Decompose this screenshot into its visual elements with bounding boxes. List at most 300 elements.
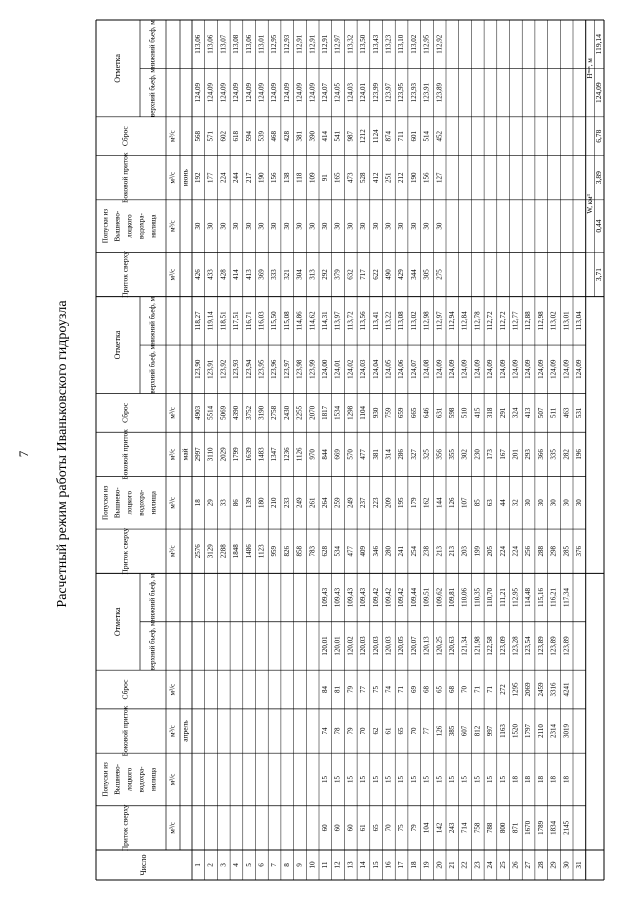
data-cell: 224 [511, 545, 520, 557]
data-cell: 987 [346, 130, 355, 142]
data-cell: 18 [511, 775, 520, 783]
data-cell: 180 [257, 497, 266, 509]
data-cell: 1797 [524, 724, 533, 739]
day-number: 12 [333, 861, 342, 869]
data-cell: 233 [282, 497, 291, 509]
data-cell: 409 [359, 545, 368, 557]
day-number: 17 [397, 861, 406, 869]
data-cell: 1670 [524, 820, 533, 835]
header-discharge: Сброс [120, 126, 130, 147]
data-cell: 1799 [232, 447, 241, 462]
data-cell: 71 [397, 686, 406, 694]
data-cell: 844 [320, 449, 329, 460]
day-number: 25 [498, 861, 507, 869]
data-cell: 124,09 [498, 359, 507, 379]
data-cell: 201 [511, 449, 520, 460]
data-cell: 800 [498, 822, 507, 834]
data-cell: 264 [320, 497, 329, 509]
data-cell: 112,88 [524, 311, 533, 331]
data-cell: 30 [536, 499, 545, 507]
data-cell: 5069 [219, 405, 228, 420]
data-cell: 3129 [206, 544, 215, 559]
data-cell: 1483 [257, 447, 266, 462]
data-cell: 30 [359, 222, 368, 230]
data-cell: 124,04 [371, 359, 380, 379]
day-number: 14 [359, 861, 368, 869]
header-level: Отметка [112, 607, 122, 637]
data-cell: 507 [536, 407, 545, 419]
data-cell: 109,81 [447, 587, 456, 608]
data-cell: 120,03 [359, 636, 368, 656]
data-cell: 1639 [244, 447, 253, 462]
data-cell: 714 [460, 822, 469, 834]
data-cell: 243 [447, 822, 456, 834]
day-number: 23 [473, 861, 482, 869]
data-cell: 1236 [282, 447, 291, 462]
data-cell: 112,97 [333, 34, 342, 54]
data-cell: 291 [498, 407, 507, 419]
data-cell: 15 [333, 775, 342, 783]
data-cell: 110,70 [486, 588, 495, 608]
data-cell: 335 [549, 449, 558, 460]
data-cell: 113,43 [371, 34, 380, 54]
data-cell: 124,09 [270, 83, 279, 103]
data-cell: 30 [320, 222, 329, 230]
day-number: 8 [282, 863, 291, 867]
data-cell: 123,89 [536, 636, 545, 656]
data-cell: 213 [447, 545, 456, 557]
data-cell: 124,09 [206, 83, 215, 103]
data-cell: 156 [422, 172, 431, 183]
data-cell: 826 [282, 545, 291, 557]
data-cell: 119,14 [206, 311, 215, 331]
data-cell: 79 [409, 824, 418, 832]
data-cell: 124,09 [295, 83, 304, 103]
data-cell: 711 [397, 131, 406, 142]
data-cell: 2459 [536, 682, 545, 697]
data-cell: 304 [295, 269, 304, 280]
data-cell: 366 [536, 449, 545, 460]
data-cell: 414 [320, 130, 329, 142]
data-cell: 91 [320, 174, 329, 182]
data-cell: 126 [435, 725, 444, 737]
data-cell: 385 [447, 725, 456, 737]
data-cell: 33 [219, 499, 228, 507]
data-cell: 2255 [295, 405, 304, 420]
data-cell: 1104 [359, 405, 368, 420]
data-cell: 114,31 [320, 311, 329, 331]
data-cell: 490 [384, 269, 393, 280]
data-cell: 144 [435, 497, 444, 509]
data-cell: 112,98 [536, 311, 545, 331]
data-cell: 71 [486, 686, 495, 694]
data-cell: 123,97 [384, 83, 393, 103]
data-cell: 70 [460, 686, 469, 694]
data-cell: 61 [384, 727, 393, 735]
data-cell: 318 [486, 407, 495, 419]
data-cell: 18 [536, 775, 545, 783]
header-level: Отметка [112, 330, 122, 360]
data-cell: 124,01 [359, 83, 368, 103]
data-cell: 414 [232, 269, 241, 280]
summary-value: 3,89 [593, 171, 603, 185]
data-cell: 112,93 [282, 34, 291, 54]
data-cell: 114,86 [295, 311, 304, 331]
data-cell: 286 [397, 449, 406, 460]
summary-value: 124,09 [593, 82, 603, 103]
data-cell: 124,08 [422, 359, 431, 379]
data-cell: 77 [359, 686, 368, 694]
data-cell: 261 [308, 497, 317, 509]
data-cell: 120,03 [371, 636, 380, 656]
data-cell: 112,77 [511, 311, 520, 331]
data-cell: 142 [435, 822, 444, 834]
data-cell: 871 [511, 822, 520, 834]
data-cell: 62 [371, 727, 380, 735]
data-cell: 104 [422, 822, 431, 834]
data-cell: 282 [562, 449, 571, 460]
data-cell: 2145 [562, 820, 571, 835]
data-cell: 124,09 [473, 359, 482, 379]
data-cell: 120,01 [320, 636, 329, 656]
data-cell: 116,21 [549, 588, 558, 608]
data-cell: 109,43 [359, 587, 368, 608]
data-cell: 230 [473, 449, 482, 460]
data-cell: 123,92 [219, 359, 228, 379]
data-cell: 109,44 [409, 587, 418, 608]
data-cell: 113,32 [346, 34, 355, 54]
data-cell: 15 [320, 775, 329, 783]
day-number: 15 [371, 861, 380, 869]
data-cell: 259 [333, 497, 342, 509]
unit-label: м³/с [168, 220, 177, 232]
data-cell: 631 [435, 407, 444, 419]
data-cell: 190 [257, 172, 266, 183]
day-number: 1 [194, 863, 203, 867]
data-cell: 413 [244, 269, 253, 280]
data-cell: 113,22 [384, 311, 393, 331]
header-level: Отметка [112, 54, 122, 83]
data-cell: 124,07 [409, 359, 418, 379]
day-number: 29 [549, 861, 558, 869]
header-intake: водохра- [137, 213, 146, 240]
data-cell: 124,03 [359, 359, 368, 379]
data-cell: 120,03 [384, 636, 393, 656]
data-cell: 30 [333, 222, 342, 230]
data-cell: 79 [346, 686, 355, 694]
data-cell: 123,94 [244, 359, 253, 379]
data-cell: 272 [498, 684, 507, 695]
data-cell: 1124 [371, 129, 380, 144]
data-cell: 15 [409, 775, 418, 783]
unit-label: м³/с [168, 683, 177, 696]
data-cell: 210 [270, 497, 279, 509]
data-cell: 433 [206, 269, 215, 280]
data-cell: 109,42 [371, 587, 380, 608]
data-cell: 224 [498, 545, 507, 557]
data-cell: 124,09 [574, 359, 583, 379]
data-cell: 426 [193, 269, 202, 280]
data-cell: 249 [295, 497, 304, 509]
data-cell: 111,21 [498, 588, 507, 607]
data-cell: 120,02 [346, 636, 355, 656]
data-cell: 124,07 [320, 83, 329, 103]
data-cell: 30 [371, 222, 380, 230]
data-cell: 254 [409, 545, 418, 557]
data-cell: 1163 [498, 724, 507, 738]
data-cell: 123,99 [371, 83, 380, 103]
data-cell: 85 [473, 499, 482, 507]
data-cell: 112,95 [511, 588, 520, 608]
data-cell: 4903 [193, 405, 202, 420]
data-cell: 124,09 [549, 359, 558, 379]
data-cell: 3316 [549, 682, 558, 697]
day-number: 26 [511, 861, 520, 869]
data-cell: 115,08 [282, 311, 291, 331]
data-cell: 113,01 [257, 34, 266, 54]
header-intake: Попуски из [101, 485, 110, 520]
data-cell: 3190 [257, 405, 266, 420]
data-cell: 124,09 [193, 83, 202, 103]
data-cell: 109,43 [333, 587, 342, 608]
day-number: 20 [435, 861, 444, 869]
data-cell: 15 [359, 775, 368, 783]
data-cell: 2758 [270, 405, 279, 420]
data-cell: 1298 [346, 405, 355, 420]
data-cell: 717 [359, 269, 368, 280]
data-cell: 30 [193, 222, 202, 230]
data-cell: 477 [359, 449, 368, 460]
data-cell: 2997 [193, 447, 202, 462]
data-cell: 293 [524, 449, 533, 460]
header-inflow: Приток сверху [120, 804, 130, 852]
data-cell: 115,16 [536, 588, 545, 608]
data-cell: 528 [359, 172, 368, 183]
header-inflow: Приток сверху [120, 251, 130, 298]
data-cell: 124,09 [562, 359, 571, 379]
data-cell: 117,34 [562, 588, 571, 608]
data-cell: 124,05 [333, 83, 342, 103]
data-cell: 381 [295, 130, 304, 142]
data-cell: 288 [536, 545, 545, 557]
data-cell: 113,01 [562, 311, 571, 331]
data-cell: 112,98 [422, 311, 431, 331]
data-cell: 109 [308, 172, 317, 183]
data-cell: 5514 [206, 405, 215, 420]
data-cell: 30 [549, 499, 558, 507]
data-cell: 123,95 [397, 83, 406, 103]
header-inflow: Приток сверху [120, 527, 130, 575]
data-cell: 123,89 [562, 636, 571, 656]
data-cell: 60 [346, 824, 355, 832]
data-cell: 124,09 [232, 83, 241, 103]
data-cell: 244 [232, 172, 241, 183]
data-cell: 4241 [562, 682, 571, 697]
data-cell: 190 [409, 172, 418, 183]
data-cell: 1486 [244, 544, 253, 559]
data-cell: 30 [574, 499, 583, 507]
data-cell: 112,91 [308, 34, 317, 54]
data-cell: 571 [206, 130, 215, 142]
data-cell: 858 [295, 545, 304, 557]
day-number: 19 [422, 861, 431, 869]
data-cell: 477 [346, 545, 355, 557]
day-number: 9 [295, 863, 304, 867]
data-cell: 570 [346, 449, 355, 460]
data-cell: 107 [460, 497, 469, 509]
data-cell: 124,09 [219, 83, 228, 103]
data-cell: 113,06 [193, 34, 202, 54]
data-cell: 3752 [244, 405, 253, 420]
data-cell: 413 [524, 407, 533, 419]
data-cell: 123,99 [308, 359, 317, 379]
header-discharge: Сброс [120, 402, 130, 423]
data-cell: 628 [320, 545, 329, 557]
data-cell: 30 [384, 222, 393, 230]
data-cell: 2314 [549, 724, 558, 739]
data-cell: 113,08 [232, 34, 241, 54]
data-cell: 123,97 [282, 359, 291, 379]
data-cell: 113,04 [574, 311, 583, 331]
data-cell: 473 [346, 172, 355, 183]
data-cell: 970 [308, 449, 317, 460]
day-number: 7 [270, 863, 279, 867]
data-cell: 123,93 [232, 359, 241, 379]
day-number: 4 [232, 863, 241, 867]
data-cell: 112,95 [270, 34, 279, 54]
data-cell: 30 [524, 499, 533, 507]
data-cell: 428 [282, 130, 291, 142]
data-cell: 124,01 [333, 359, 342, 379]
data-cell: 15 [473, 775, 482, 783]
data-cell: 162 [422, 497, 431, 509]
day-number: 24 [486, 861, 495, 869]
header-lateral: Боковой приток [120, 429, 130, 480]
data-cell: 60 [333, 824, 342, 832]
data-cell: 1295 [511, 682, 520, 697]
data-cell: 70 [409, 727, 418, 735]
data-cell: 112,72 [486, 311, 495, 331]
data-cell: 15 [460, 775, 469, 783]
summary-value: 6,78 [593, 129, 603, 143]
data-cell: 123,91 [206, 359, 215, 379]
data-cell: 124,09 [257, 83, 266, 103]
data-cell: 428 [219, 269, 228, 280]
data-cell: 376 [574, 545, 583, 557]
data-cell: 30 [397, 222, 406, 230]
data-cell: 249 [346, 497, 355, 509]
data-cell: 32 [511, 499, 520, 507]
data-cell: 79 [346, 727, 355, 735]
data-cell: 120,63 [447, 636, 456, 656]
data-cell: 18 [524, 775, 533, 783]
unit-label: м³/с [168, 130, 177, 142]
data-cell: 15 [346, 775, 355, 783]
data-cell: 124,09 [536, 359, 545, 379]
data-cell: 15 [371, 775, 380, 783]
data-cell: 30 [346, 222, 355, 230]
data-cell: 1126 [295, 447, 304, 462]
data-cell: 118,27 [193, 311, 202, 331]
unit-label: м³/с [168, 407, 177, 419]
day-header: Число [138, 854, 148, 876]
data-cell: 15 [397, 775, 406, 783]
header-lower: нижний бьеф, м [148, 573, 157, 622]
data-cell: 123,90 [193, 359, 202, 379]
data-cell: 123,96 [270, 359, 279, 379]
data-cell: 212 [397, 172, 406, 183]
day-number: 2 [206, 863, 215, 867]
data-cell: 213 [435, 545, 444, 557]
data-cell: 29 [206, 499, 215, 507]
data-cell: 783 [308, 545, 317, 557]
data-cell: 2070 [308, 405, 317, 420]
data-cell: 109,51 [422, 587, 431, 608]
data-cell: 452 [435, 130, 444, 142]
data-cell: 121,34 [460, 636, 469, 656]
data-cell: 113,56 [359, 311, 368, 331]
month-label: июнь [180, 169, 190, 187]
data-cell: 120,07 [409, 636, 418, 656]
data-cell: 112,97 [435, 311, 444, 331]
data-cell: 113,02 [549, 311, 558, 331]
data-cell: 124,09 [308, 83, 317, 103]
header-lateral: Боковой приток [120, 152, 130, 203]
data-cell: 30 [282, 222, 291, 230]
data-cell: 568 [193, 130, 202, 142]
data-cell: 195 [397, 497, 406, 509]
summary-value: 0,44 [593, 219, 603, 233]
data-cell: 124,00 [320, 359, 329, 379]
data-cell: 124,09 [435, 359, 444, 379]
data-cell: 121,98 [473, 636, 482, 656]
data-cell: 607 [460, 725, 469, 737]
data-cell: 118 [295, 172, 304, 183]
data-cell: 390 [308, 130, 317, 142]
data-cell: 109,42 [384, 587, 393, 608]
data-cell: 4390 [232, 405, 241, 420]
data-cell: 77 [422, 727, 431, 735]
data-cell: 646 [422, 407, 431, 419]
data-cell: 531 [574, 407, 583, 419]
data-cell: 1789 [536, 820, 545, 835]
data-cell: 113,07 [219, 34, 228, 54]
data-cell: 120,05 [397, 636, 406, 656]
data-cell: 415 [473, 407, 482, 419]
day-number: 30 [562, 861, 571, 869]
header-discharge: Сброс [120, 679, 130, 700]
data-cell: 539 [257, 130, 266, 142]
data-cell: 344 [409, 269, 418, 280]
data-cell: 285 [562, 545, 571, 557]
data-cell: 601 [409, 130, 418, 142]
data-cell: 113,50 [359, 34, 368, 54]
data-cell: 173 [486, 449, 495, 460]
data-cell: 223 [371, 497, 380, 509]
data-cell: 18 [549, 775, 558, 783]
data-cell: 116,03 [257, 311, 266, 331]
data-cell: 930 [371, 407, 380, 419]
data-cell: 138 [282, 172, 291, 183]
header-intake: Вышнево- [113, 210, 122, 242]
data-cell: 305 [422, 269, 431, 280]
data-cell: 327 [409, 449, 418, 460]
data-cell: 114,62 [308, 311, 317, 331]
data-cell: 18 [562, 775, 571, 783]
data-cell: 109,43 [346, 587, 355, 608]
data-cell: 75 [397, 824, 406, 832]
data-cell: 65 [397, 727, 406, 735]
